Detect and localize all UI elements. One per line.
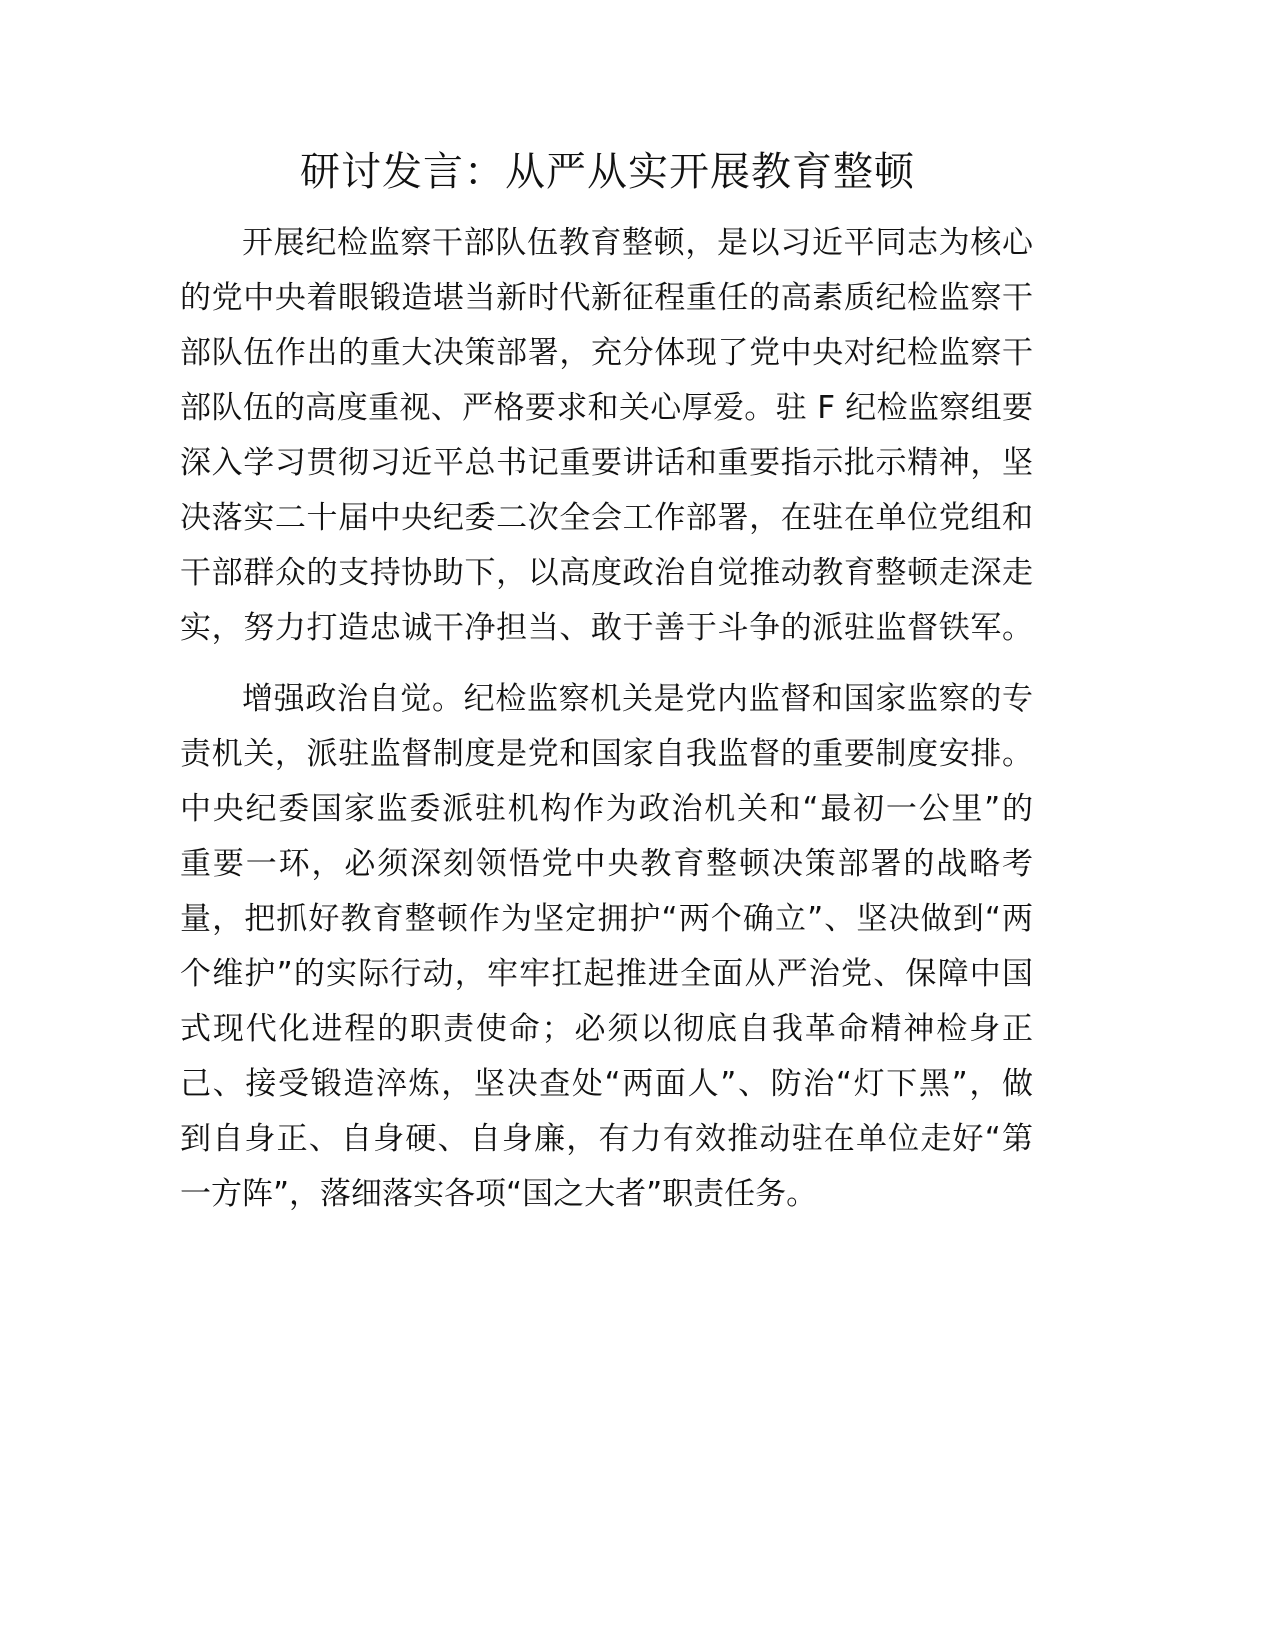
text-line: 量，把抓好教育整顿作为坚定拥护“两个确立”、坚决做到“两	[180, 901, 1033, 937]
text-line: 干部群众的支持协助下，以高度政治自觉推动教育整顿走深走	[180, 555, 1033, 591]
text-line: 式现代化进程的职责使命；必须以彻底自我革命精神检身正	[180, 1011, 1033, 1047]
document-title: 研讨发言：从严从实开展教育整顿	[300, 149, 915, 195]
text-line: 中央纪委国家监委派驻机构作为政治机关和“最初一公里”的	[180, 791, 1033, 827]
text-line: 开展纪检监察干部队伍教育整顿，是以习近平同志为核心	[242, 225, 1033, 261]
text-line: 决落实二十届中央纪委二次全会工作部署，在驻在单位党组和	[180, 500, 1033, 536]
text-line: 责机关，派驻监督制度是党和国家自我监督的重要制度安排。	[180, 736, 1033, 772]
text-line: 部队伍的高度重视、严格要求和关心厚爱。驻 F 纪检监察组要	[180, 390, 1033, 426]
text-line: 重要一环，必须深刻领悟党中央教育整顿决策部署的战略考	[180, 846, 1033, 882]
text-line: 部队伍作出的重大决策部署，充分体现了党中央对纪检监察干	[180, 335, 1033, 371]
text-line: 增强政治自觉。纪检监察机关是党内监督和国家监察的专	[242, 681, 1033, 717]
text-line: 的党中央着眼锻造堪当新时代新征程重任的高素质纪检监察干	[180, 280, 1033, 316]
text-line: 到自身正、自身硬、自身廉，有力有效推动驻在单位走好“第	[180, 1121, 1033, 1157]
paragraph-political-awareness	[180, 672, 1033, 1222]
text-line: 深入学习贯彻习近平总书记重要讲话和重要指示批示精神，坚	[180, 445, 1033, 481]
text-line: 己、接受锻造淬炼，坚决查处“两面人”、防治“灯下黑”，做	[180, 1066, 1033, 1102]
text-line: 一方阵”，落细落实各项“国之大者”职责任务。	[180, 1176, 818, 1212]
paragraph-intro	[180, 216, 1033, 656]
text-line: 个维护”的实际行动，牢牢扛起推进全面从严治党、保障中国	[180, 956, 1033, 992]
text-line: 实，努力打造忠诚干净担当、敢于善于斗争的派驻监督铁军。	[180, 610, 1033, 646]
